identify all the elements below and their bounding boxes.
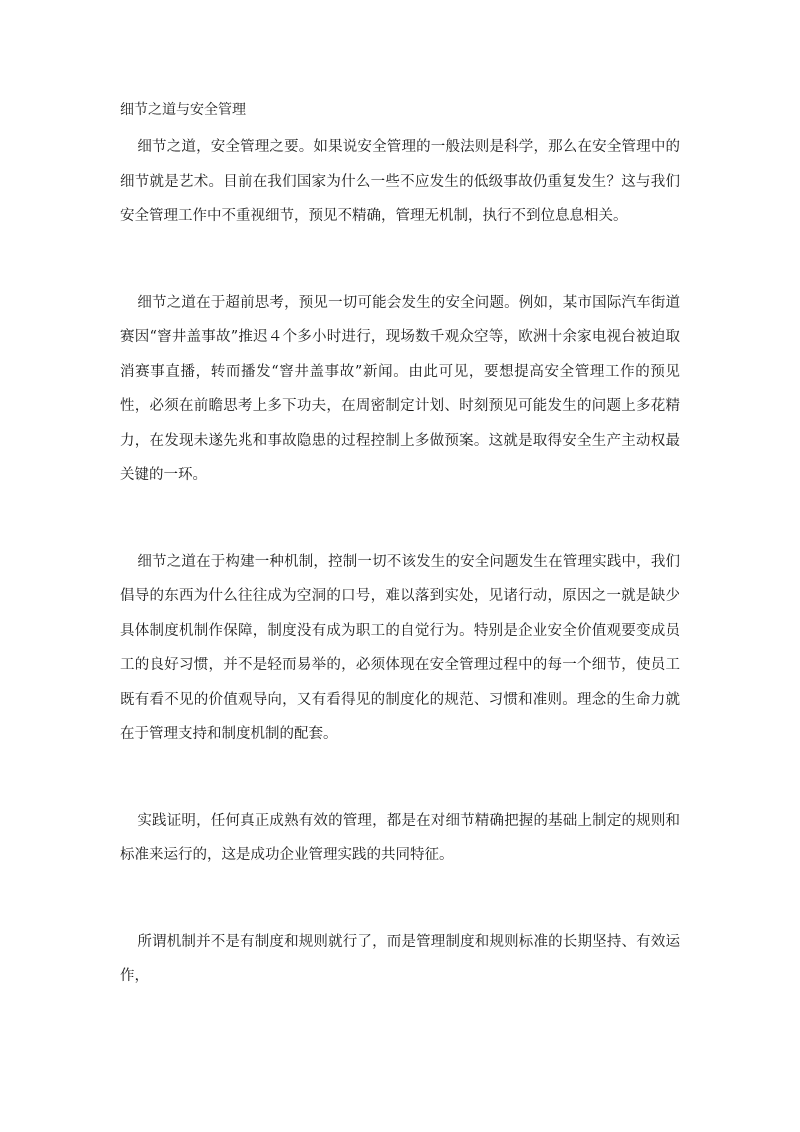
paragraph-1: 细节之道，安全管理之要。如果说安全管理的一般法则是科学，那么在安全管理中的细节就是艺术。目前在我们国家为什么一些不应发生的低级事故仍重复发生？这与我们安全管理工作中不重视细节，预见不精确，管理无机制，执行不到位息息相关。 bbox=[120, 139, 680, 224]
paragraph-3: 细节之道在于构建一种机制，控制一切不该发生的安全问题发生在管理实践中，我们倡导的东西为什么往往成为空洞的口号，难以落到实处，见诸行动，原因之一就是缺少具体制度机制作保障，制度没有成为职工的自觉行为。特别是企业安全价值观要变成员工的良好习惯，并不是轻而易举的，必须体现在安全管理过程中的每一个细节，使员工既有看不见的价值观导向，又有看得见的制度化的规范、习惯和准则。理念的生命力就在于管理支持和制度机制的配套。 bbox=[120, 553, 680, 742]
paragraph-5: 所谓机制并不是有制度和规则就行了，而是管理制度和规则标准的长期坚持、有效运作， bbox=[120, 933, 680, 984]
document-page bbox=[120, 100, 680, 994]
paragraph-2: 细节之道在于超前思考，预见一切可能会发生的安全问题。例如，某市国际汽车街道赛因“窨井盖事故”推迟４个多小时进行，现场数千观众空等，欧洲十余家电视台被迫取消赛事直播，转而播发“窨井盖事故”新闻。由此可见，要想提高安全管理工作的预见性，必须在前瞻思考上多下功夫，在周密制定计划、时刻预见可能发生的问题上多花精力，在发现未遂先兆和事故隐患的过程控制上多做预案。这就是取得安全生产主动权最关键的一环。 bbox=[120, 294, 680, 483]
paragraph-4: 实践证明，任何真正成熟有效的管理，都是在对细节精确把握的基础上制定的规则和标准来运行的，这是成功企业管理实践的共同特征。 bbox=[120, 812, 680, 863]
document-title: 细节之道与安全管理 bbox=[120, 102, 246, 118]
